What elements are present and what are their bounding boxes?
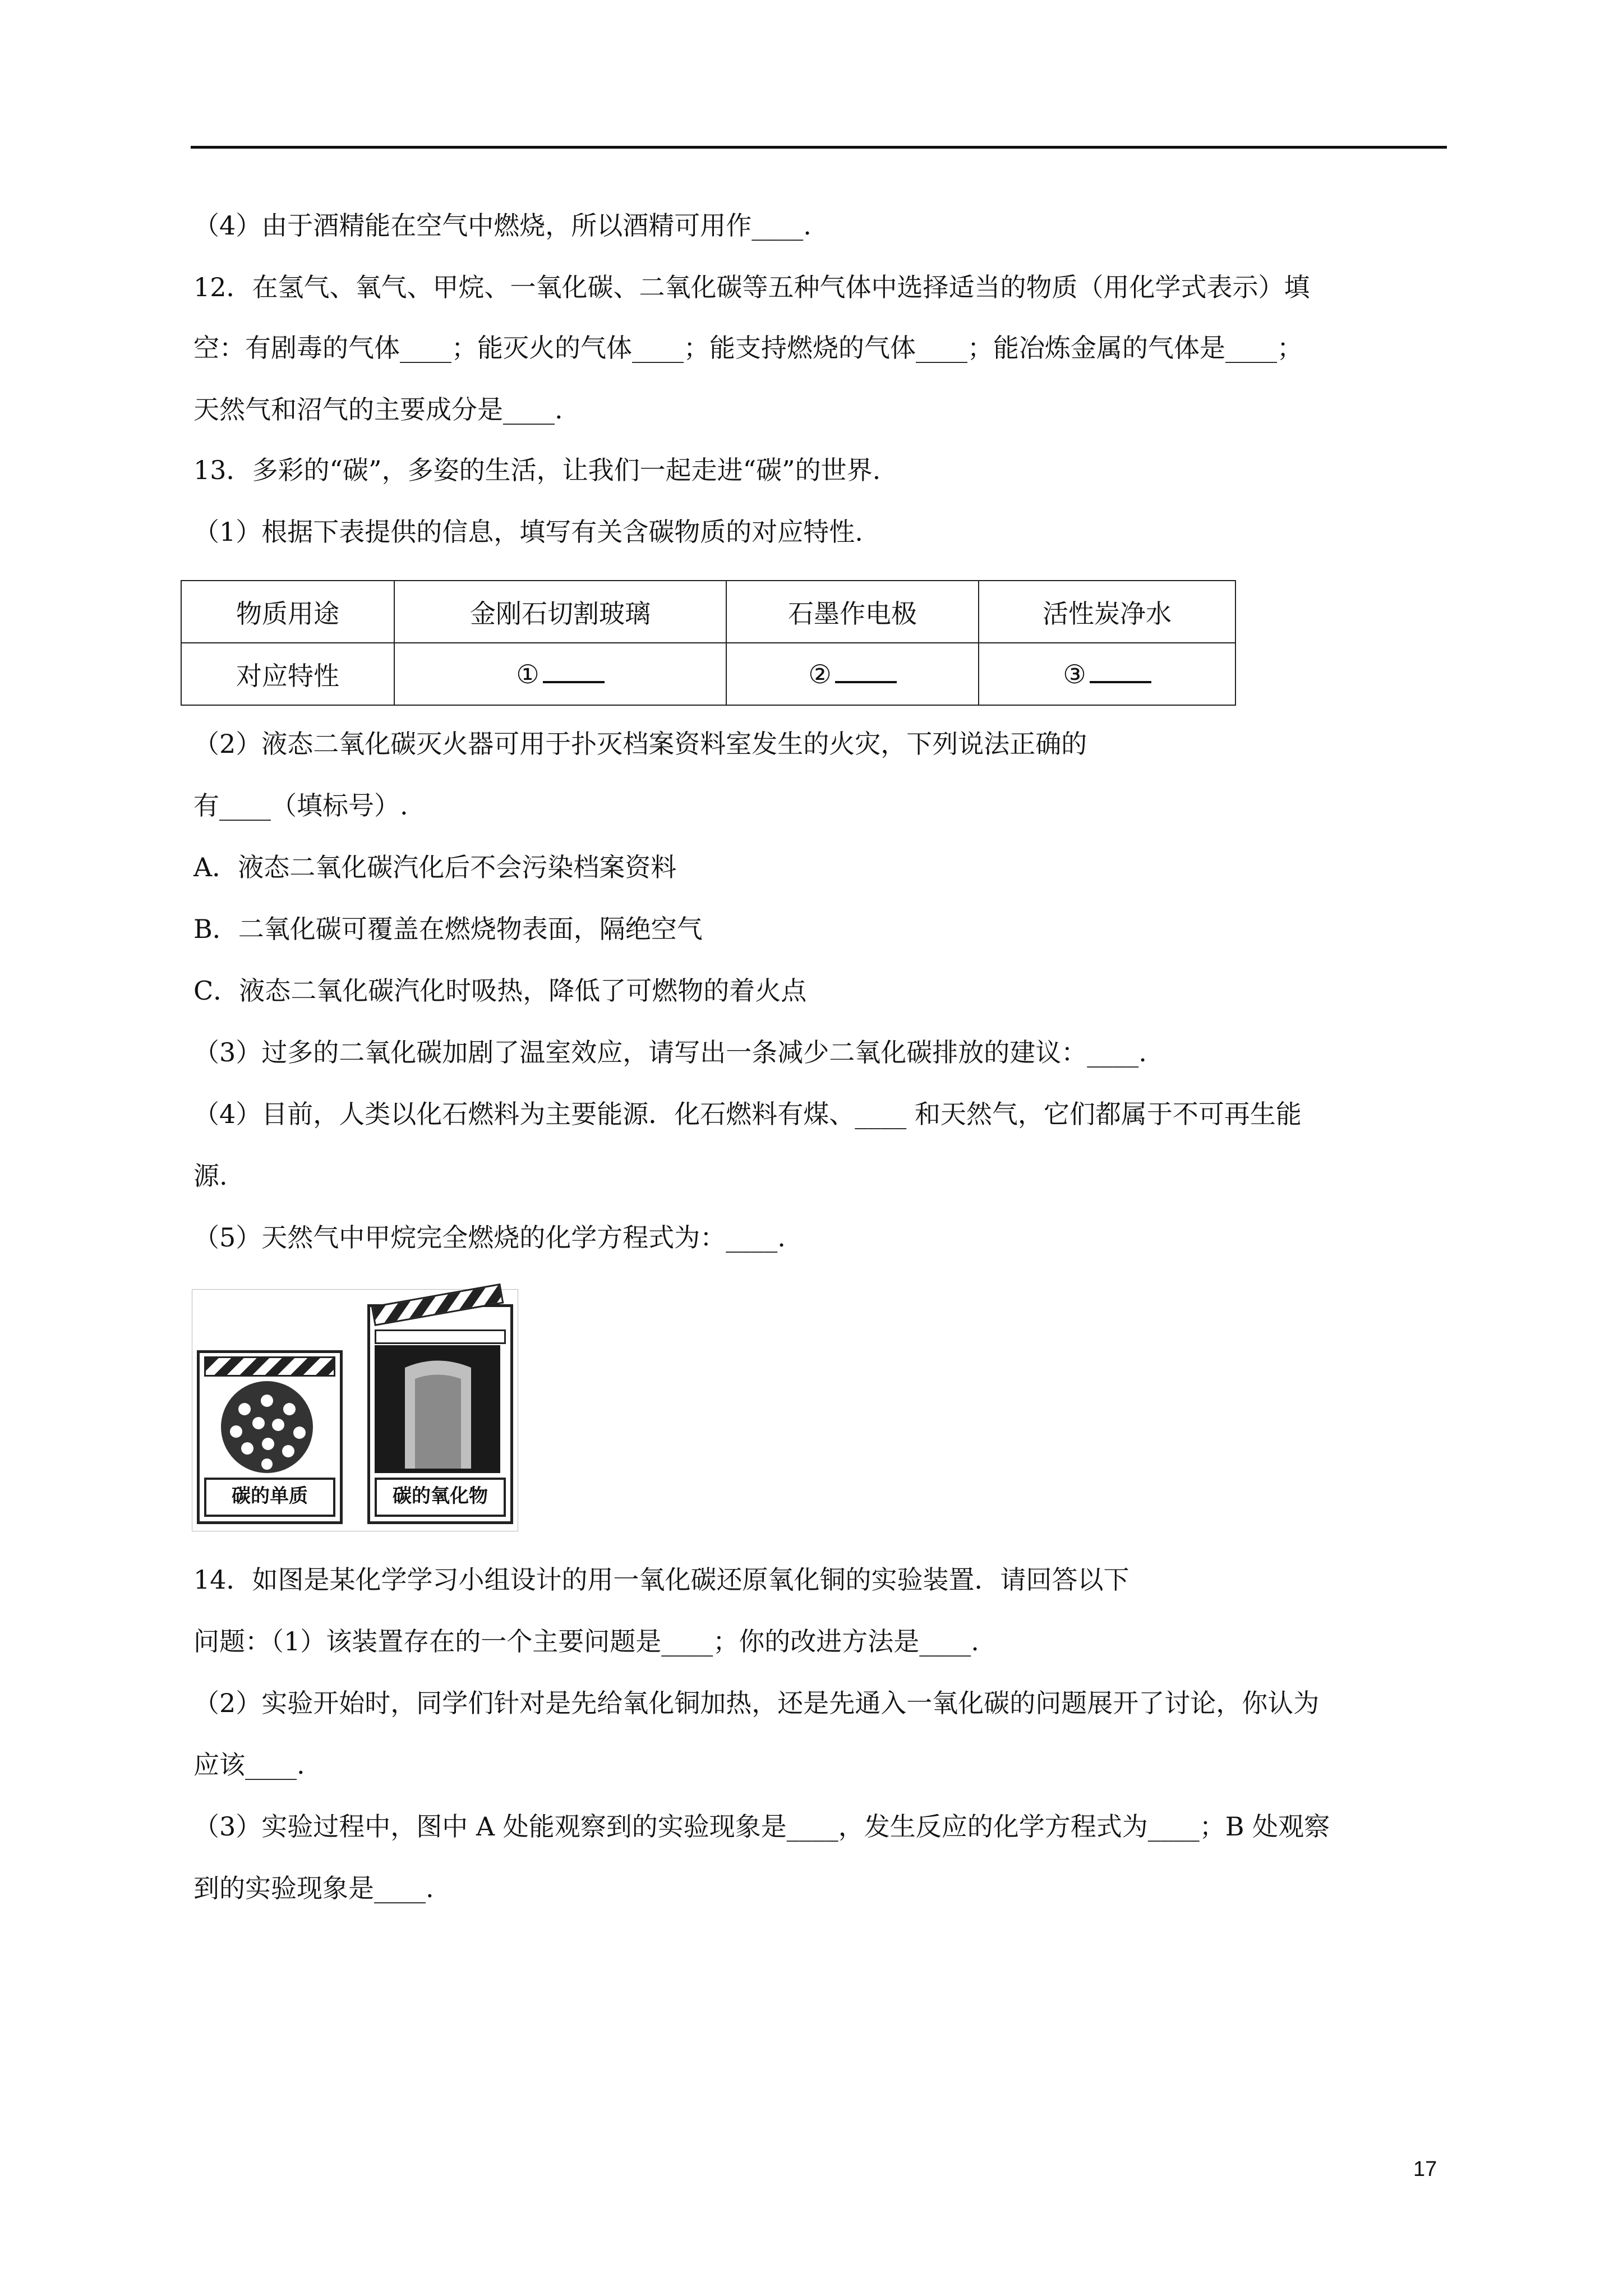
q13-part4-line2: 源. [193,1161,228,1191]
option-b: B．二氧化碳可覆盖在燃烧物表面，隔绝空气 [193,914,703,944]
table-cell: 石墨作电极 [726,581,979,643]
q13-part3: （3）过多的二氧化碳加剧了温室效应，请写出一条减少二氧化碳排放的建议：____. [193,1037,1147,1068]
blank-label: ③ [1063,659,1086,689]
q12-line1: 12．在氢气、氧气、甲烷、一氧化碳、二氧化碳等五种气体中选择适当的物质（用化学式表示）填 [193,272,1310,302]
q14-part2-line1: （2）实验开始时，同学们针对是先给氧化铜加热，还是先通入一氧化碳的问题展开了讨论，你认为 [193,1688,1320,1718]
clapper-bar [375,1329,506,1344]
table-row [181,581,1235,643]
table-cell [726,643,979,705]
q14-part3-line2: 到的实验现象是____. [193,1873,434,1903]
table-cell: 金刚石切割玻璃 [394,581,726,643]
answer-blank [1090,661,1151,683]
table-row [181,643,1235,705]
q13-part4-line1: （4）目前，人类以化石燃料为主要能源．化石燃料有煤、____ 和天然气，它们都属于不可再生能 [193,1099,1302,1129]
q14-part3-line1: （3）实验过程中，图中 A 处能观察到的实验现象是____，发生反应的化学方程式为____；B 处观察 [193,1811,1330,1842]
table-cell [979,643,1235,705]
q13-part2-line1: （2）液态二氧化碳灭火器可用于扑灭档案资料室发生的火灾，下列说法正确的 [193,729,1087,759]
page-number: 17 [1413,2157,1437,2181]
q12-line2: 空：有剧毒的气体____；能灭火的气体____；能支持燃烧的气体____；能冶炼金属的气体是____； [193,333,1303,363]
table-cell: 活性炭净水 [979,581,1235,643]
answer-blank [835,661,897,683]
q11-part4: （4）由于酒精能在空气中燃烧，所以酒精可用作____. [193,210,811,241]
q13-part5: （5）天然气中甲烷完全燃烧的化学方程式为：____. [193,1222,786,1253]
carbon-oxide-panel [367,1304,513,1524]
figure-caption: 碳的单质 [204,1478,335,1517]
carbon-figures [192,1289,518,1531]
q13-part2-line2: 有____（填标号）. [193,790,408,821]
q14-line2: 问题：（1）该装置存在的一个主要问题是____；你的改进方法是____. [193,1626,979,1657]
clapper-stripe [204,1356,335,1377]
fullerene-icon [200,1375,334,1482]
figure-caption: 碳的氧化物 [375,1478,506,1517]
gas-column-icon [370,1345,505,1474]
blank-label: ① [516,659,540,689]
table-cell: 物质用途 [181,581,394,643]
carbon-property-table [181,580,1236,706]
q12-line3: 天然气和沼气的主要成分是____. [193,394,563,425]
answer-blank [543,661,605,683]
clapper-stripe [371,1283,504,1326]
option-c: C．液态二氧化碳汽化时吸热，降低了可燃物的着火点 [193,976,807,1006]
table-cell [394,643,726,705]
table-cell: 对应特性 [181,643,394,705]
option-a: A．液态二氧化碳汽化后不会污染档案资料 [193,852,677,882]
q14-part2-line2: 应该____. [193,1750,305,1780]
blank-label: ② [808,659,832,689]
q13-title: 13．多彩的“碳”，多姿的生活，让我们一起走进“碳”的世界. [193,455,881,485]
q13-part1: （1）根据下表提供的信息，填写有关含碳物质的对应特性. [193,517,863,547]
carbon-element-panel [197,1350,343,1524]
header-rule [191,146,1447,149]
q14-line1: 14．如图是某化学学习小组设计的用一氧化碳还原氧化铜的实验装置．请回答以下 [193,1565,1129,1595]
